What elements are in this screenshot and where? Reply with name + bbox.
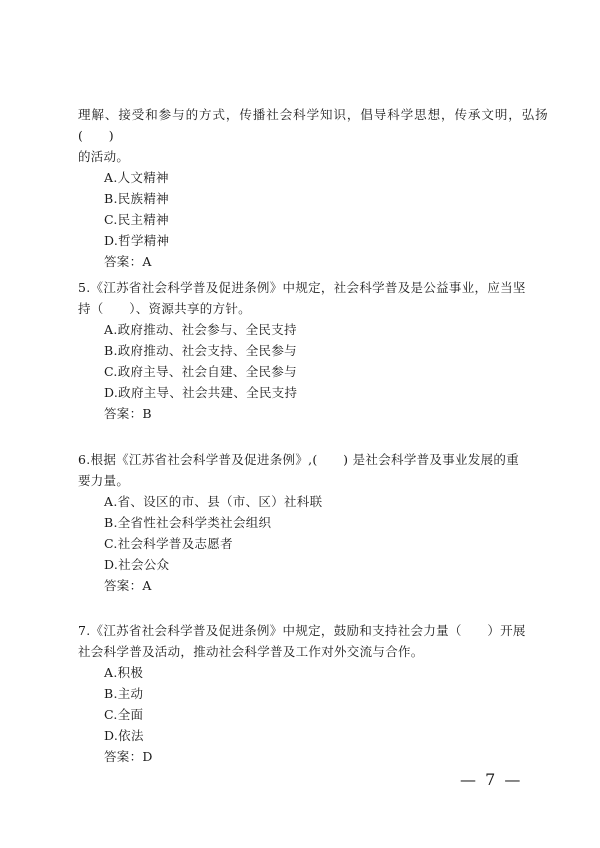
question-text [78, 277, 548, 319]
question-block [78, 620, 548, 767]
option-d: D.社会公众 [104, 557, 170, 572]
question-line: 理解、接受和参与的方式，传播社会科学知识，倡导科学思想，传承文明，弘扬( ) [78, 107, 548, 143]
question-line: 要力量。 [78, 473, 130, 488]
option-b: B.民族精神 [104, 191, 169, 206]
page-number: — 7 — [460, 770, 523, 789]
option-a: A.政府推动、社会参与、全民支持 [104, 322, 297, 337]
option-b: B.政府推动、社会支持、全民参与 [104, 343, 297, 358]
option-c: C.政府主导、社会自建、全民参与 [104, 364, 297, 379]
option-d: D.依法 [104, 728, 144, 743]
option-c: C.民主精神 [104, 212, 169, 227]
answer: 答案：B [104, 406, 152, 421]
question-line: 持（ ）、资源共享的方针。 [78, 301, 251, 316]
option-c: C.社会科学普及志愿者 [104, 536, 233, 551]
question-block [78, 449, 548, 596]
question-line: 6.根据《江苏省社会科学普及促进条例》,( ) 是社会科学普及事业发展的重 [78, 452, 520, 467]
option-a: A.人文精神 [104, 170, 169, 185]
question-line: 5.《江苏省社会科学普及促进条例》中规定，社会科学普及是公益事业，应当坚 [78, 280, 526, 295]
question-text [78, 104, 548, 167]
question-line: 7.《江苏省社会科学普及促进条例》中规定，鼓励和支持社会力量（ ）开展 [78, 623, 526, 638]
question-text [78, 449, 548, 491]
option-c: C.全面 [104, 707, 144, 722]
option-a: A.省、设区的市、县（市、区）社科联 [104, 494, 323, 509]
option-b: B.全省性社会科学类社会组织 [104, 515, 272, 530]
answer: 答案：D [104, 749, 153, 764]
question-block [78, 277, 548, 424]
option-a: A.积极 [104, 665, 144, 680]
question-line: 的活动。 [78, 149, 130, 164]
question-block [78, 104, 548, 272]
question-text [78, 620, 548, 662]
option-b: B.主动 [104, 686, 144, 701]
answer: 答案：A [104, 254, 152, 269]
question-line: 社会科学普及活动，推动社会科学普及工作对外交流与合作。 [78, 644, 424, 659]
option-d: D.政府主导、社会共建、全民支持 [104, 385, 298, 400]
option-d: D.哲学精神 [104, 233, 170, 248]
answer: 答案：A [104, 578, 152, 593]
